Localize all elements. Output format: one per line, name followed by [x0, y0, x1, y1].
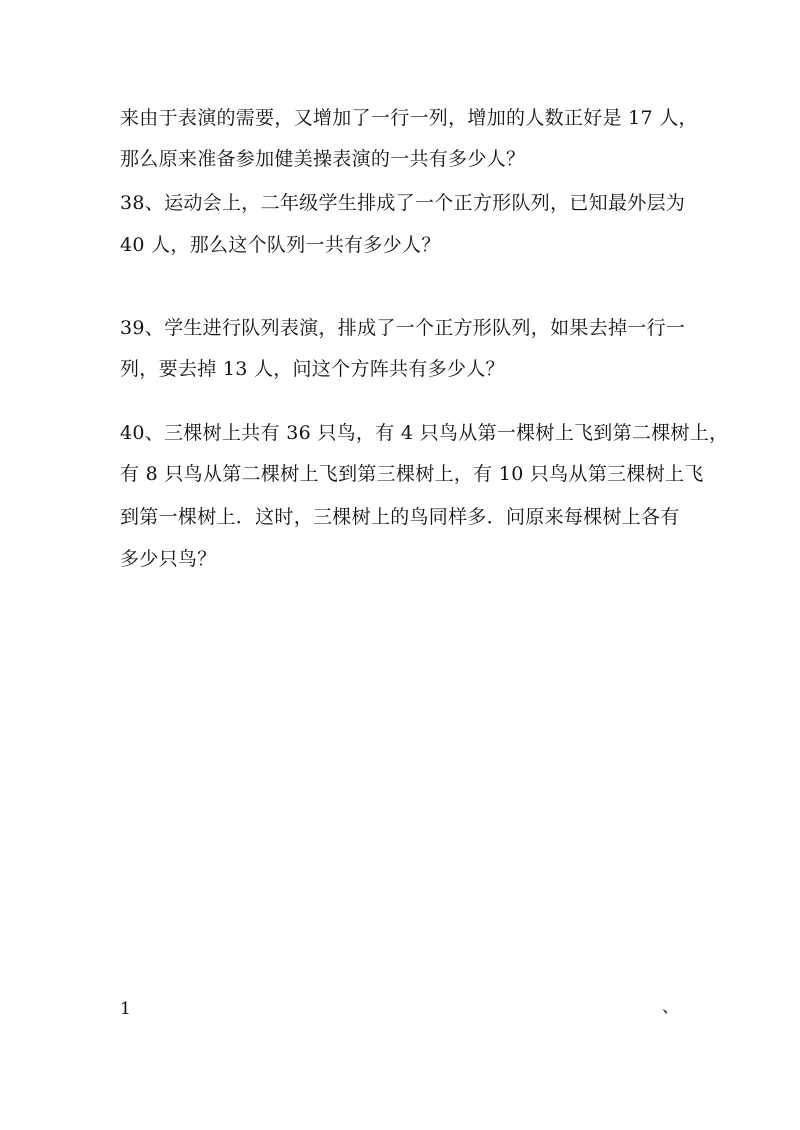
problem-38-line-2: 40 人，那么这个队列一共有多少人？	[120, 234, 441, 256]
problem-40-line-1: 40、三棵树上共有 36 只鸟，有 4 只鸟从第一棵树上飞到第二棵树上，	[120, 422, 729, 444]
problem-40-line-2: 有 8 只鸟从第二棵树上飞到第三棵树上，有 10 只鸟从第三棵树上飞	[120, 463, 704, 485]
problem-40-line-4: 多少只鸟？	[120, 548, 217, 570]
problem-38-line-1: 38、运动会上，二年级学生排成了一个正方形队列，已知最外层为	[120, 192, 686, 214]
page-number: 1	[120, 999, 131, 1019]
problem-40-line-3: 到第一棵树上．这时，三棵树上的鸟同样多．问原来每棵树上各有	[120, 506, 680, 528]
footer-mark: 、	[662, 997, 679, 1017]
problem-37-line-2: 那么原来准备参加健美操表演的一共有多少人？	[120, 148, 526, 170]
problem-39-line-1: 39、学生进行队列表演，排成了一个正方形队列，如果去掉一行一	[120, 317, 686, 339]
problem-37-line-1: 来由于表演的需要，又增加了一行一列，增加的人数正好是 17 人，	[120, 107, 698, 129]
problem-39-line-2: 列，要去掉 13 人，问这个方阵共有多少人？	[120, 358, 505, 380]
